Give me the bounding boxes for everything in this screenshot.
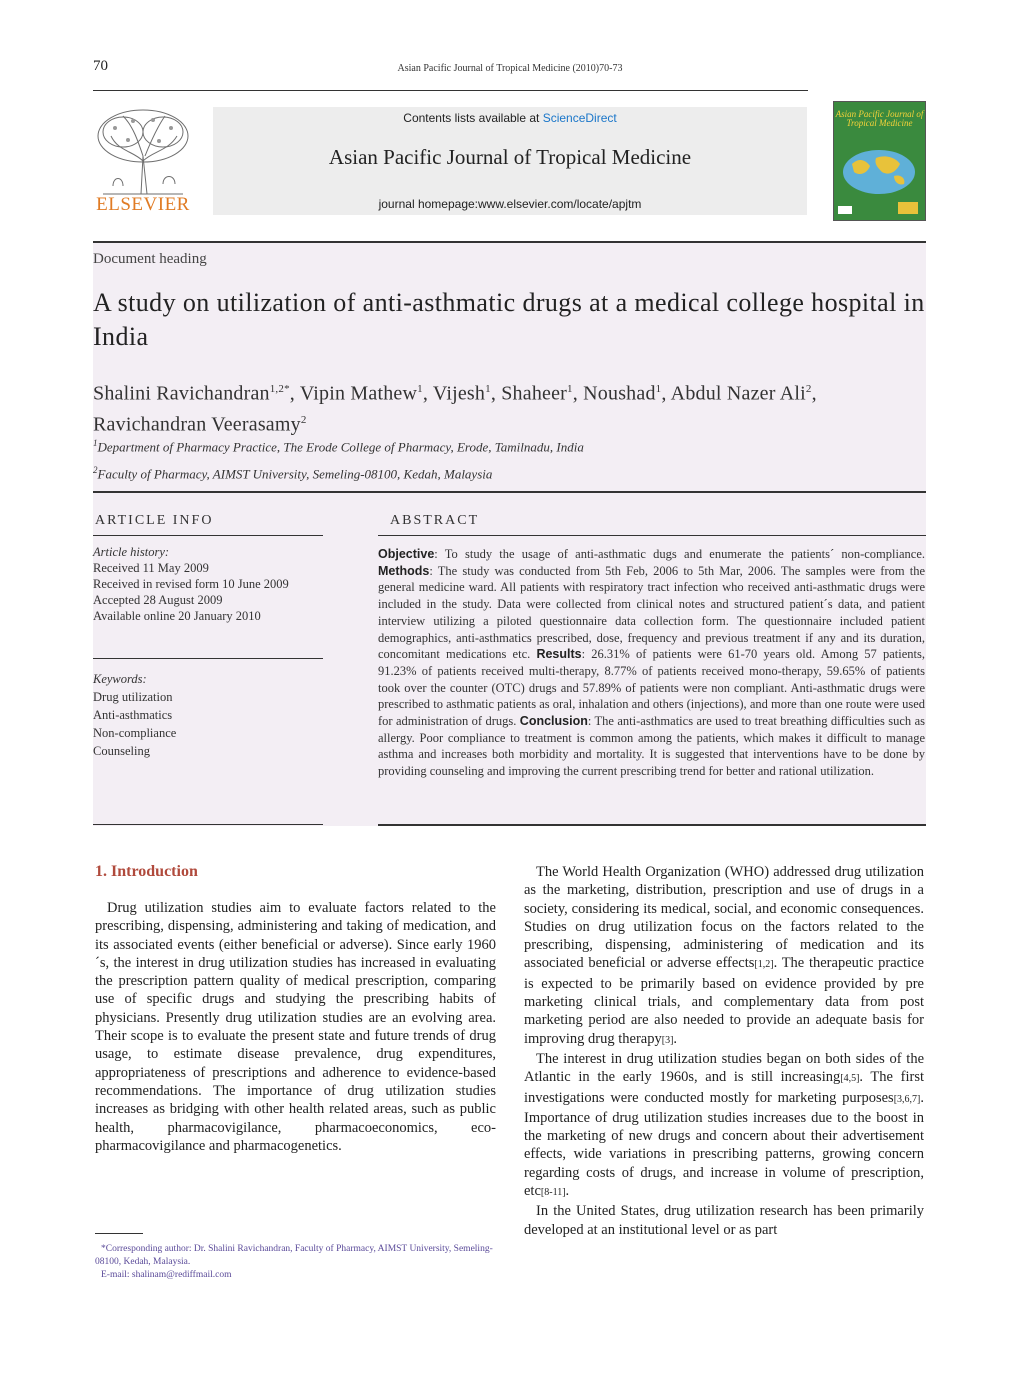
author-name: Ravichandran Veerasamy — [93, 413, 301, 436]
author-name: Vijesh — [432, 382, 486, 405]
author-name: Shalini Ravichandran — [93, 382, 270, 405]
author-sup: 1 — [655, 383, 662, 395]
affiliation-text: Department of Pharmacy Practice, The Erode College of Pharmacy, Erode, Tamilnadu, India — [97, 439, 584, 455]
footnote-author: *Corresponding author: Dr. Shalini Ravichandran, Faculty of Pharmacy, AIMST University, Semeling-08100, Kedah, Malaysia. — [95, 1244, 493, 1267]
journal-name: Asian Pacific Journal of Tropical Medicine — [328, 145, 692, 169]
front-matter-divider — [93, 491, 926, 493]
author-list: Shalini Ravichandran$^{1,2*}$, Vipin Mathew$^1$, Vijesh$^1$, Shaheer$^1$, Noushad$^1$, Abdul Nazer Ali$^2$, Ravichandran Veerasamy$^2$ — [93, 382, 817, 436]
text-run: . — [565, 1183, 570, 1200]
article-info-heading: ARTICLE INFO — [95, 513, 214, 528]
methods-label: Methods — [378, 563, 430, 578]
author-sup: 1 — [567, 383, 573, 395]
author-sup: 1 — [417, 383, 423, 395]
citation[interactable]: [3] — [661, 1034, 674, 1046]
header-rule — [93, 90, 808, 91]
article-history — [93, 544, 323, 624]
publisher-logo — [93, 106, 193, 216]
citation[interactable]: [8-11] — [540, 1187, 566, 1199]
author-sup: 2 — [300, 413, 307, 426]
article-info-bottom-rule — [93, 824, 323, 825]
history-item: Accepted 28 August 2009 — [93, 593, 223, 607]
corresponding-author-footnote — [95, 1243, 497, 1282]
text-run: . The therapeutic practice is expected to be primarily based on evidence provided by pre marketing clinical trials, and complementary data from post marketing period are also needed to provide an adequate basis for improving drug therapy — [524, 955, 924, 1047]
running-head: Asian Pacific Journal of Tropical Medicine (2010)70-73 — [397, 63, 623, 74]
body-column-right — [524, 863, 924, 1239]
article-info-rule — [93, 535, 323, 536]
journal-banner — [213, 107, 807, 215]
affiliation-sup: 1 — [93, 438, 98, 448]
footnote-rule — [95, 1233, 143, 1234]
article-history-label: Article history: — [93, 545, 170, 559]
journal-homepage[interactable]: journal homepage:www.elsevier.com/locate/apjtm — [378, 197, 642, 211]
author-sup: 1,2* — [269, 383, 290, 395]
contents-line — [213, 111, 807, 125]
affiliation-sup: 2 — [93, 465, 98, 475]
abstract-rule — [378, 535, 926, 536]
text-run: . The first investigations were conducted mostly for marketing purposes — [524, 1069, 925, 1106]
keywords-label: Keywords: — [93, 672, 147, 686]
body-paragraph: In the United States, drug utilization research has been primarily developed at an institutional level or as part — [524, 1203, 924, 1238]
abstract-text — [378, 546, 925, 780]
text-run: The interest in drug utilization studies began on both sides of the Atlantic in the early 1960s, and is still increasing — [524, 1050, 924, 1086]
contents-prefix: Contents lists available at — [403, 111, 543, 125]
document-heading-label: Document heading — [93, 251, 207, 267]
body-paragraph — [524, 1050, 924, 1202]
results-label: Results — [536, 647, 582, 662]
text-run: The World Health Organization (WHO) addressed drug utilization as the marketing, distribution, prescription and use of drugs in a society, considering its medical, social, and economic consequences. Studies on drug utilization focus on the factors related to the prescribing, dispensing, administering of medication and its associated beneficial or adverse effects — [524, 864, 924, 972]
body-paragraph: Drug utilization studies aim to evaluate factors related to the prescribing, dispensing, administering and taking of medication, and its associated events (either beneficial or adverse). Since early 1960´s, the interest in drug utilization studies has increased in evaluating the prescription pattern quality of medical prescription, comparing use of specific drugs and studying the prescribing habits of physicians. Presently drug utilization studies are an evolving area. Their scope is to evaluate the present state and future trends of drug usage, to estimate disease prevalence, drug expenditures, appropriateness of prescriptions and adherence to evidence-based recommendations. The importance of drug utilization studies increases as bridging with other health related areas, such as public health, pharmacovigilance, pharmacoeconomics, eco-pharmacovigilance and pharmacogenetics. — [95, 900, 496, 1154]
author-sup: 1 — [485, 383, 491, 395]
affiliation-text: Faculty of Pharmacy, AIMST University, Semeling-08100, Kedah, Malaysia — [97, 466, 493, 482]
conclusion-text: : The anti-asthmatics are used to treat breathing difficulties such as allergy. Poor compliance to treatment is common among the patients, which makes it difficult to manage asthma and increases both morbidity and mortality. It is suggested that interventions have to be done by providing counseling and improving the current prescribing trend for better and rational utilization. — [378, 714, 925, 779]
author-name: Shaheer — [501, 382, 568, 405]
author-name: Abdul Nazer Ali — [670, 382, 806, 405]
keyword-item: Counseling — [93, 744, 150, 758]
text-run: . — [673, 1030, 678, 1047]
body-paragraph — [524, 863, 924, 1050]
history-item: Received in revised form 10 June 2009 — [93, 577, 289, 591]
sciencedirect-link[interactable]: ScienceDirect — [542, 111, 617, 125]
abstract-heading: ABSTRACT — [390, 513, 480, 528]
text-run: . Importance of drug utilization studies increases due to the boost in the marketing of new drugs and concern about their advertisement effects, wide variations in prescribing patterns, growing concern regarding costs of drugs, and increase in volume of prescription, etc — [524, 1089, 924, 1200]
history-item: Available online 20 January 2010 — [93, 609, 261, 623]
keyword-item: Anti-asthmatics — [93, 708, 173, 722]
objective-text: : To study the usage of anti-asthmatic dugs and enumerate the patients´ non-compliance. — [434, 547, 925, 561]
keywords-block — [93, 670, 323, 760]
body-column-left — [95, 899, 496, 1155]
cover-title: Asian Pacific Journal of Tropical Medicine — [835, 109, 924, 128]
citation[interactable]: [4,5] — [840, 1073, 860, 1085]
cover-map-icon — [834, 102, 925, 220]
history-item: Received 11 May 2009 — [93, 561, 209, 575]
conclusion-label: Conclusion — [519, 714, 588, 729]
author-name: Noushad — [583, 382, 656, 405]
keyword-item: Non-compliance — [93, 726, 177, 740]
page-number: 70 — [93, 58, 108, 74]
author-sup: 2 — [805, 383, 812, 395]
citation[interactable]: [1,2] — [754, 959, 774, 971]
keyword-item: Drug utilization — [93, 690, 173, 704]
section-title-introduction: 1. Introduction — [95, 863, 198, 880]
journal-cover-thumbnail — [833, 101, 926, 221]
methods-text: : The study was conducted from 5th Feb, 2006 to 5th Mar, 2006. The samples were from the general medicine ward. All patients with respiratory tract infection who received anti-asthmatic drugs were included in the study. Data were collected from clinical notes and structured patient´s data, and patient interview utilizing a piloted questionnaire data collection form. The questionnaire included patient demographics, anti-asthmatics prescribed, dose, frequency and previous treatment if any and its duration, concomitant medications etc. — [378, 563, 925, 662]
results-text: : 26.31% of patients were 61-70 years old. Among 57 patients, 91.23% of patients received multi-therapy, 8.77% of patients received mono-therapy, 59.65% of patients took over the counter (OTC) drugs and 57.89% of patients were non compliant. Anti-asthmatic drugs were prescribed to asthmatic patients as oral, inhalation and others (injections), and more than one route were used for administration of drugs. — [378, 647, 925, 729]
footnote-email[interactable]: E-mail: shalinam@rediffmail.com — [101, 1270, 232, 1280]
objective-label: Objective — [378, 547, 435, 561]
keywords-rule — [93, 658, 323, 659]
citation[interactable]: [3,6,7] — [893, 1093, 921, 1105]
affiliation-2 — [93, 465, 926, 482]
elsevier-wordmark: ELSEVIER — [96, 194, 190, 215]
tree-emblem-icon — [93, 106, 193, 196]
abstract-bottom-rule — [378, 824, 926, 826]
affiliation-1 — [93, 438, 926, 455]
article-title: A study on utilization of anti-asthmatic drugs at a medical college hospital in India — [93, 288, 925, 351]
author-name: Vipin Mathew — [299, 382, 418, 405]
